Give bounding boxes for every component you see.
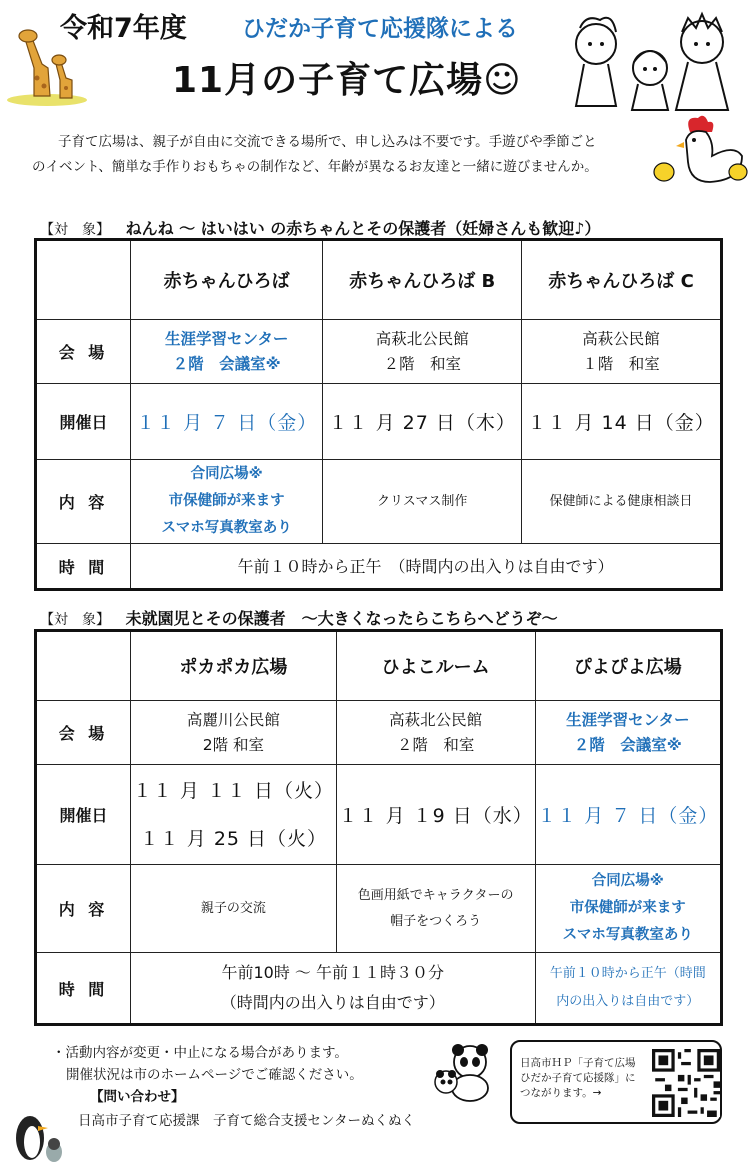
content-line: 帽子をつくろう (390, 913, 482, 929)
qr-text (520, 1056, 636, 1101)
table1-corner (36, 240, 131, 320)
venue-line: ２階 会議室※ (172, 354, 281, 373)
content-line: スマホ写真教室あり (161, 520, 292, 536)
qr-text-line: つながります。→ (520, 1087, 602, 1099)
table2-content-2 (336, 865, 535, 953)
intro-line-2: のイベント、簡単な手作りおもちゃの制作など、年齢が異なるお友達と一緒に遊びませんか。 (32, 159, 598, 175)
venue-line: １階 和室 (582, 354, 660, 373)
content-line: 合同広場※ (190, 466, 263, 482)
table2-row-venue: 会 場 (36, 701, 131, 765)
qr-box (510, 1040, 722, 1124)
venue-line: 2階 和室 (202, 735, 265, 754)
table1-content-3 (522, 460, 722, 544)
table2-col-2: ひよこルーム (336, 631, 535, 701)
venue-line: 生涯学習センター (566, 710, 690, 729)
qr-text-line: ひだか子育て応援隊」に (520, 1072, 636, 1084)
table2-col-1: ポカポカ広場 (131, 631, 337, 701)
section1-target-value: ねんね ～ はいはい の赤ちゃんとその保護者（妊婦さんも歓迎♪） (126, 219, 601, 241)
table1-row-venue: 会 場 (36, 320, 131, 384)
time-line: 午前１０時から正午（時間 (549, 966, 706, 981)
header-year: 令和7年度 (60, 13, 187, 44)
table1-date-3: １１ 月 14 日（金） (522, 384, 722, 460)
table2-date-3 (535, 765, 721, 865)
venue-line: 高萩公民館 (582, 329, 660, 348)
table2-venue-1 (131, 701, 337, 765)
table2-venue-3 (535, 701, 721, 765)
penguin-icon (8, 1108, 66, 1164)
date-line: １１ 月 25 日（火） (139, 827, 328, 850)
venue-line: ２階 和室 (396, 735, 475, 754)
section1-table (34, 238, 723, 591)
section1-target-label: 【対 象】 (40, 222, 110, 238)
table1-content-2 (323, 460, 522, 544)
kids-icon (562, 6, 742, 112)
table1-venue-1 (131, 320, 323, 384)
content-line: 親子の交流 (200, 900, 266, 916)
venue-line: 高萩北公民館 (389, 710, 483, 729)
venue-line: 高麗川公民館 (186, 710, 280, 729)
qr-code-icon[interactable] (652, 1048, 720, 1118)
content-line: 市保健師が来ます (168, 493, 285, 509)
panda-icon (430, 1040, 496, 1102)
time-line: （時間内の出入りは自由です） (220, 993, 445, 1012)
section2-target-label: 【対 象】 (40, 612, 110, 628)
table1-col-1: 赤ちゃんひろば (131, 240, 323, 320)
footer-note-1: ・活動内容が変更・中止になる場合があります。 (52, 1045, 348, 1061)
date-line: １１ 月 １9 日（水） (338, 805, 533, 827)
chicken-icon (650, 112, 750, 190)
table2-date-2 (336, 765, 535, 865)
table2-time-last (535, 953, 721, 1025)
footer-contact-label: 【問い合わせ】 (90, 1089, 185, 1105)
content-line: 色画用紙でキャラクターの (357, 887, 514, 903)
table2-row-time: 時 間 (36, 953, 131, 1025)
intro-line-1: 子育て広場は、親子が自由に交流できる場所で、申し込みは不要です。手遊びや季節ごと (58, 134, 597, 150)
venue-line: 生涯学習センター (164, 329, 289, 348)
table1-time: 午前１０時から正午 （時間内の出入りは自由です） (131, 544, 722, 590)
table1-col-3: 赤ちゃんひろば C (522, 240, 722, 320)
table2-content-3 (535, 865, 721, 953)
venue-line: 高萩北公民館 (375, 329, 469, 348)
section1-target (40, 216, 601, 239)
time-line: 内の出入りは自由です） (556, 994, 700, 1009)
table1-date-1: １１ 月 ７ 日（金） (131, 384, 323, 460)
venue-line: ２階 和室 (383, 354, 461, 373)
table1-row-date: 開催日 (36, 384, 131, 460)
table1-col-2: 赤ちゃんひろば B (323, 240, 522, 320)
content-line: 保健師による健康相談日 (549, 493, 693, 509)
footer-contact: 日高市子育て応援課 子育て総合支援センターぬくぬく (78, 1113, 415, 1129)
table2-row-date: 開催日 (36, 765, 131, 865)
content-line: クリスマス制作 (376, 493, 468, 509)
section2-target (40, 606, 558, 629)
table2-corner (36, 631, 131, 701)
section2-table (34, 629, 723, 1026)
date-line: １１ 月 １１ 日（火） (132, 779, 334, 802)
page-title: 11月の子育て広場☺ (172, 60, 522, 101)
table2-content-1 (131, 865, 337, 953)
table2-col-3: ぴよぴよ広場 (535, 631, 721, 701)
content-line: 合同広場※ (591, 873, 664, 889)
table1-content-1 (131, 460, 323, 544)
section2-target-value: 未就園児とその保護者 ～大きくなったらこちらへどうぞ～ (126, 609, 558, 631)
header-org: ひだか子育て応援隊による (242, 16, 518, 42)
table1-row-content: 内 容 (36, 460, 131, 544)
date-line: １１ 月 ７ 日（金） (537, 805, 719, 827)
time-line: 午前10時 ～ 午前１１時３０分 (221, 963, 445, 982)
table1-date-2: １１ 月 27 日（木） (323, 384, 522, 460)
table1-venue-3 (522, 320, 722, 384)
table2-row-content: 内 容 (36, 865, 131, 953)
table1-venue-2 (323, 320, 522, 384)
content-line: スマホ写真教室あり (562, 927, 693, 943)
qr-text-line: 日高市ＨＰ「子育て広場 (520, 1057, 636, 1069)
table2-venue-2 (336, 701, 535, 765)
table2-date-1 (131, 765, 337, 865)
content-line: 市保健師が来ます (569, 900, 686, 916)
table1-row-time: 時 間 (36, 544, 131, 590)
footer-note-2: 開催状況は市のホームページでご確認ください。 (66, 1067, 363, 1083)
table2-time-main (131, 953, 536, 1025)
venue-line: ２階 会議室※ (573, 735, 682, 754)
